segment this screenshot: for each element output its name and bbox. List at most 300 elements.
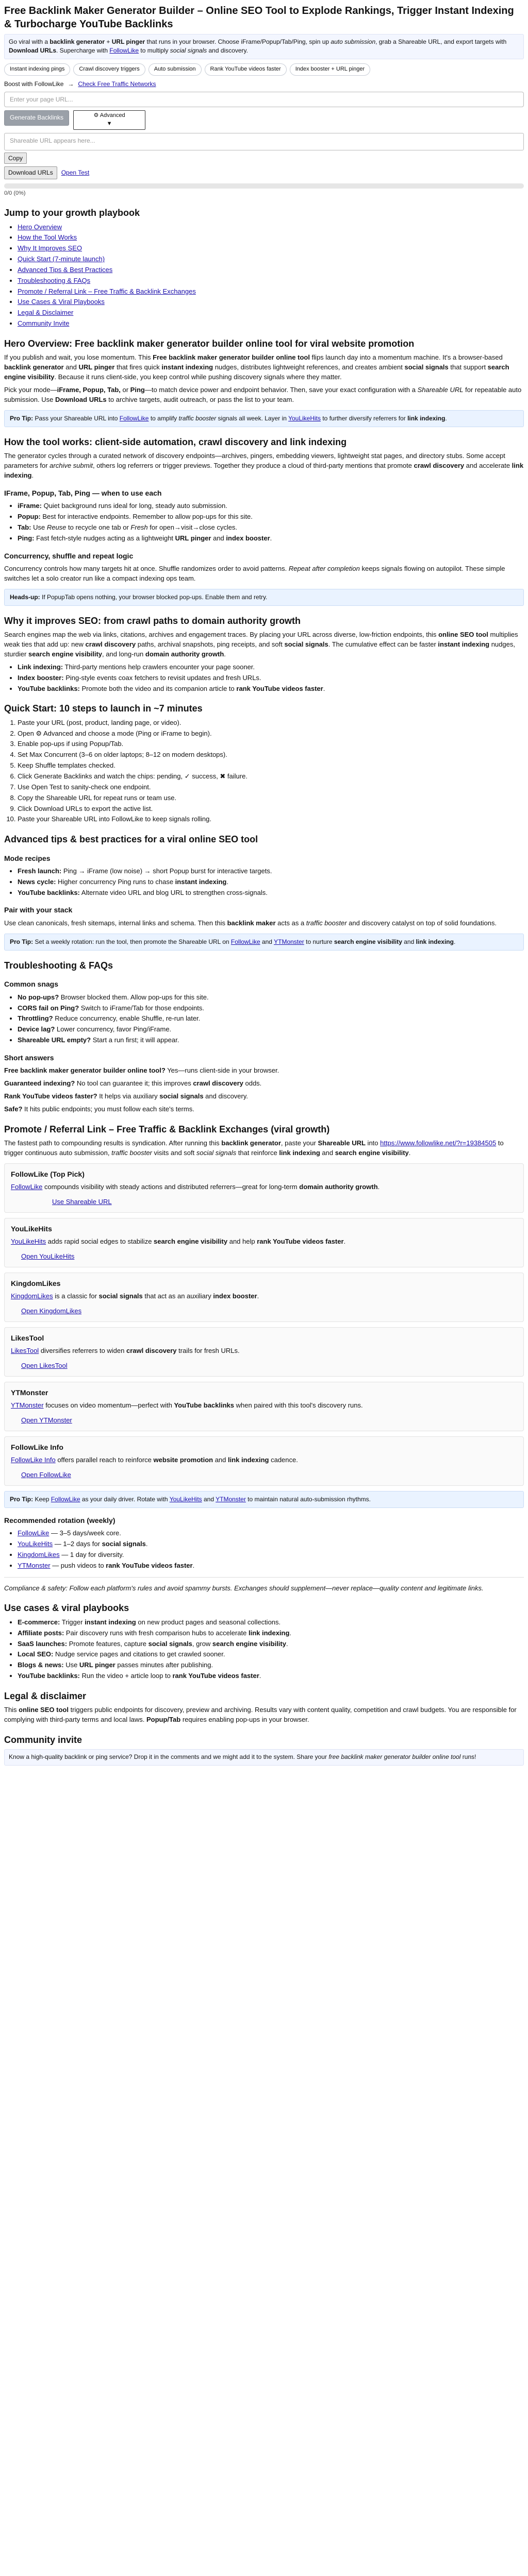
text: offers parallel reach to reinforce	[55, 1455, 154, 1464]
toc-link[interactable]: Community Invite	[18, 319, 70, 328]
use-shareable-url-button[interactable]: Use Shareable URL	[52, 1197, 112, 1206]
em: archive submit	[50, 462, 93, 470]
text: diversifies referrers to widen	[39, 1346, 126, 1354]
mode-name: iFrame:	[18, 502, 42, 510]
strong: social signals	[98, 1292, 143, 1300]
em: Reuse	[46, 523, 67, 531]
strong: backlink generator	[221, 1139, 281, 1147]
copy-button[interactable]: Copy	[4, 152, 27, 164]
open-ytmonster-button[interactable]: Open YTMonster	[21, 1416, 72, 1424]
text: Use clean canonicals, fresh sitemaps, internal links and schema. Then this	[4, 919, 227, 927]
text: .	[192, 1561, 195, 1569]
exchange-card-kingdomlikes	[4, 1273, 524, 1322]
list-item	[18, 1036, 524, 1045]
rotation-heading: Recommended rotation (weekly)	[4, 1516, 116, 1524]
em: traffic booster	[178, 414, 217, 422]
strong: YouTube backlinks	[174, 1401, 235, 1409]
strong: CORS fail on Ping?	[18, 1004, 79, 1012]
text: acts as a	[275, 919, 306, 927]
text: into	[365, 1139, 381, 1147]
hero-paragraph	[4, 385, 524, 405]
card-title: FollowLike Info	[11, 1443, 63, 1451]
tip-label: Pro Tip:	[10, 414, 34, 422]
recipes-list	[4, 867, 524, 898]
intro-strong: URL pinger	[111, 38, 145, 45]
exchange-card-ytmonster	[4, 1382, 524, 1431]
open-youlikehits-button[interactable]: Open YouLikeHits	[21, 1252, 75, 1260]
mode-item	[18, 512, 524, 522]
card-title: KingdomLikes	[11, 1279, 61, 1287]
strong: Free backlink maker generator builder online tool	[153, 353, 310, 362]
strong: link indexing	[416, 938, 454, 945]
text: Concurrency controls how many targets hit at once. Shuffle randomizes order to avoid patterns.	[4, 564, 289, 572]
em: traffic booster	[111, 1148, 152, 1157]
card-title: LikesTool	[11, 1333, 44, 1342]
intro-strong: Download URLs	[9, 47, 56, 55]
how-paragraph	[4, 451, 524, 481]
strong: rank YouTube videos faster	[172, 1672, 259, 1680]
text: nudges, distributes lightweight references, and creates ambient	[213, 363, 405, 371]
list-item	[18, 1639, 524, 1649]
text: Browser blocked them. Allow pop-ups for this site.	[59, 993, 209, 1001]
rotation-link[interactable]: YouLikeHits	[18, 1540, 53, 1548]
intro-banner	[4, 34, 524, 59]
faq-answer: Yes—runs client-side in your browser.	[165, 1066, 279, 1075]
strong: index booster	[213, 1292, 257, 1300]
url-input[interactable]: Enter your page URL...	[4, 92, 524, 107]
text: Set a weekly rotation: run the tool, then promote the Shareable URL on	[33, 938, 231, 945]
text: to maintain natural auto-submission rhythms.	[245, 1495, 371, 1503]
followlike-link[interactable]: FollowLike	[230, 938, 260, 945]
card-title: YTMonster	[11, 1388, 48, 1397]
exchange-card-youlikehits	[4, 1218, 524, 1267]
open-test-link[interactable]: Open Test	[61, 168, 90, 176]
strong: instant indexing	[438, 640, 490, 649]
text: .	[408, 1148, 411, 1157]
list-item	[18, 1014, 524, 1024]
text: and	[211, 534, 226, 542]
list-item	[18, 663, 524, 672]
strong: instant indexing	[175, 877, 227, 886]
ytmonster-link[interactable]: YTMonster	[216, 1495, 246, 1503]
text: and	[202, 1495, 216, 1503]
text: Pick your mode—	[4, 385, 57, 394]
step-item: 4. Set Max Concurrent (3–6 on older laptops; 8–12 on modern desktops).	[18, 750, 524, 760]
intro-text: Go viral with a	[9, 38, 50, 45]
text: .	[226, 877, 228, 886]
rotation-link[interactable]: FollowLike	[18, 1529, 50, 1537]
text: runs!	[460, 1753, 476, 1761]
mode-item	[18, 501, 524, 511]
step-item: 10. Paste your Shareable URL into FollowLike to keep signals rolling.	[18, 815, 524, 824]
hero-paragraph	[4, 353, 524, 382]
text: keeps signals flowing on autopilot. These simple switches let a solo creator run like a compact indexing ops team.	[4, 564, 505, 582]
text: to nurture	[304, 938, 334, 945]
text: Promote both the video and its companion article to	[79, 684, 237, 692]
chevron-down-icon: ▼	[106, 121, 112, 127]
faq-question: Safe?	[4, 1105, 23, 1113]
text: .	[377, 1182, 380, 1191]
quickstart-steps	[4, 718, 524, 824]
list-item	[18, 867, 524, 876]
strong: Fresh launch:	[18, 867, 62, 875]
text: — 1–2 days for	[53, 1540, 102, 1548]
text: passes minutes after publishing.	[115, 1661, 213, 1669]
text: when paired with this tool's discovery runs.	[234, 1401, 363, 1409]
open-kingdomlikes-button[interactable]: Open KingdomLikes	[21, 1307, 82, 1315]
strong: YouTube backlinks:	[18, 888, 80, 896]
feature-chip: Instant indexing pings	[4, 63, 70, 76]
toc-link[interactable]: How the Tool Works	[18, 233, 77, 242]
troubleshooting-heading: Troubleshooting & FAQs	[4, 960, 113, 971]
feature-chip: Index booster + URL pinger	[290, 63, 370, 76]
faq-question: Rank YouTube videos faster?	[4, 1092, 97, 1100]
text: .	[453, 938, 456, 945]
text: and	[63, 363, 79, 371]
strong: URL pinger	[78, 363, 115, 371]
text: , grow	[192, 1639, 212, 1648]
strong: backlink generator	[4, 363, 64, 371]
exchange-card-followlike	[4, 1163, 524, 1213]
text: Fast fetch-style nudges acting as a lightweight	[34, 534, 175, 542]
text: Alternate video URL and blog URL to strengthen cross-signals.	[79, 888, 268, 896]
modes-list	[4, 501, 524, 543]
concurrency-heading: Concurrency, shuffle and repeat logic	[4, 551, 134, 560]
text: compounds visibility with steady actions and distributed referrers—great for long-term	[42, 1182, 300, 1191]
faq-answer: No tool can guarantee it; this improves	[75, 1079, 193, 1088]
rotation-list	[4, 1529, 524, 1570]
strong: rank YouTube videos faster	[257, 1237, 344, 1245]
text: Know a high-quality backlink or ping service? Drop it in the comments and we might add it to the system. Share your	[9, 1753, 329, 1761]
strong: social signals	[148, 1639, 192, 1648]
text: .	[224, 650, 226, 658]
community-paragraph	[4, 1749, 524, 1765]
rotation-link[interactable]: YTMonster	[18, 1561, 51, 1569]
card-link[interactable]: FollowLike Info	[11, 1455, 56, 1464]
strong: domain authority growth	[145, 650, 224, 658]
free-traffic-link[interactable]: Check Free Traffic Networks	[78, 80, 156, 88]
toc-link[interactable]: Why It Improves SEO	[18, 244, 82, 252]
quickstart-heading: Quick Start: 10 steps to launch in ~7 minutes	[4, 703, 203, 714]
strong: rank YouTube videos faster	[236, 684, 323, 692]
list-item	[18, 1618, 524, 1628]
strong: URL pinger	[79, 1661, 116, 1669]
text: This	[4, 1706, 19, 1714]
advanced-dropdown[interactable]	[73, 110, 145, 130]
text: adds rapid social edges to stabilize	[46, 1237, 154, 1245]
text: that act as an auxiliary	[142, 1292, 213, 1300]
progress-text: 0/0 (0%)	[4, 190, 26, 197]
strong: backlink maker	[227, 919, 276, 927]
strong: No pop-ups?	[18, 993, 59, 1001]
faq-answer: It hits public endpoints; you must follow each site's terms.	[22, 1105, 194, 1113]
strong: online SEO tool	[438, 631, 488, 639]
toc-link[interactable]: Troubleshooting & FAQs	[18, 276, 91, 284]
list-item	[18, 1550, 524, 1560]
strong: rank YouTube videos faster	[106, 1561, 193, 1569]
progress-bar	[4, 183, 524, 189]
text: flips launch day into a momentum machine. It's a browser-based	[309, 353, 503, 362]
boost-row	[4, 80, 524, 89]
text: Lower concurrency, favor Ping/iFrame.	[55, 1025, 172, 1033]
toc-link[interactable]: Hero Overview	[18, 223, 62, 231]
strong: link indexing	[279, 1148, 320, 1157]
compliance-note	[4, 1584, 524, 1594]
text: .	[323, 684, 325, 692]
list-item	[18, 1671, 524, 1681]
community-heading: Community invite	[4, 1734, 82, 1745]
text: , paste your	[280, 1139, 318, 1147]
card-desc	[11, 1237, 517, 1247]
strong: Blogs & news:	[18, 1661, 64, 1669]
strong: website promotion	[153, 1455, 213, 1464]
open-followlike-button[interactable]: Open FollowLike	[21, 1470, 71, 1479]
toc-link[interactable]: Use Cases & Viral Playbooks	[18, 298, 105, 306]
feature-chips	[4, 63, 524, 76]
list-item	[18, 993, 524, 1003]
mode-item	[18, 523, 524, 533]
text: Follow each platform's rules and avoid spammy bursts. Exchanges should supplement—never replace—quality content and legitimate links.	[67, 1584, 484, 1592]
text: to recycle one tab or	[66, 523, 131, 531]
why-heading: Why it improves SEO: from crawl paths to domain authority growth	[4, 615, 301, 626]
em: free backlink maker generator builder online tool	[328, 1753, 461, 1761]
text: Promote features, capture	[67, 1639, 148, 1648]
shareable-url-output[interactable]: Shareable URL appears here...	[4, 133, 524, 150]
text: .	[270, 534, 272, 542]
strong: link indexing	[4, 462, 524, 480]
toc-link[interactable]: Promote / Referral Link – Free Traffic & Backlink Exchanges	[18, 287, 196, 295]
text: requires enabling pop-ups in your browser.	[180, 1716, 309, 1724]
text: and accelerate	[464, 462, 512, 470]
text: that support	[448, 363, 488, 371]
strong: iFrame, Popup, Tab,	[57, 385, 121, 394]
text: Use	[31, 523, 47, 531]
strong: YouTube backlinks:	[18, 684, 80, 692]
text: .	[289, 1629, 292, 1637]
strong: social signals	[102, 1540, 146, 1548]
text: Ping → iFrame (low noise) → short Popup burst for interactive targets.	[61, 867, 272, 875]
text: to amplify	[148, 414, 179, 422]
strong: search engine visibility	[28, 650, 103, 658]
card-desc	[11, 1455, 517, 1465]
intro-text: , grab a Shareable URL, and export targets with	[375, 38, 507, 45]
text: as your daily driver. Rotate with	[80, 1495, 170, 1503]
open-likestool-button[interactable]: Open LikesTool	[21, 1361, 68, 1369]
faq-answer: odds.	[243, 1079, 262, 1088]
text: triggers public endpoints for discovery, preview and archiving. Results vary with content quality, competition and crawl budgets. You are responsible for complying with third-party terms and local laws.	[4, 1706, 517, 1724]
text: Trigger	[60, 1618, 85, 1626]
strong: social signals	[404, 363, 449, 371]
exchange-card-likestool	[4, 1327, 524, 1377]
feature-chip: Auto submission	[148, 63, 202, 76]
strong: crawl discovery	[414, 462, 465, 470]
intro-em: auto submission	[331, 38, 376, 45]
followlike-link[interactable]: FollowLike	[51, 1495, 80, 1503]
playbook-toc	[4, 223, 524, 329]
legal-paragraph	[4, 1705, 524, 1725]
card-desc	[11, 1401, 517, 1411]
text: —to match device power and endpoint behavior. Then, save your exact configuration with a	[144, 385, 418, 394]
text: .	[445, 414, 447, 422]
text: .	[31, 471, 34, 480]
strong: Download URLs	[55, 395, 107, 403]
exchange-card-followlike-info	[4, 1436, 524, 1486]
pro-tip	[4, 934, 524, 951]
youlikehits-link[interactable]: YouLikeHits	[288, 414, 321, 422]
faq-answer: and discovery.	[203, 1092, 249, 1100]
how-heading: How the tool works: client-side automation, crawl discovery and link indexing	[4, 436, 347, 447]
text: is a classic for	[53, 1292, 99, 1300]
faq-item	[4, 1079, 524, 1089]
card-link[interactable]: YTMonster	[11, 1401, 44, 1409]
text: or	[120, 385, 130, 394]
text: Best for interactive endpoints. Remember to allow pop-ups for this site.	[40, 513, 253, 521]
modes-heading: IFrame, Popup, Tab, Ping — when to use each	[4, 488, 162, 497]
text: that fires quick	[114, 363, 162, 371]
list-item	[18, 1561, 524, 1571]
text: for repeatable auto submission. Use	[4, 385, 522, 403]
list-item	[18, 1529, 524, 1538]
step-item: 8. Copy the Shareable URL for repeat runs or team use.	[18, 793, 524, 803]
text: .	[145, 1540, 148, 1548]
card-link[interactable]: LikesTool	[11, 1346, 39, 1354]
toc-link[interactable]: Quick Start (7-minute launch)	[18, 255, 105, 263]
feature-chip: Rank YouTube videos faster	[205, 63, 287, 76]
text: and	[260, 938, 274, 945]
text: to trigger continuous auto submission,	[4, 1139, 504, 1157]
intro-text: and discovery.	[207, 47, 248, 55]
text: — 1 day for diversity.	[59, 1550, 124, 1558]
card-desc	[11, 1346, 517, 1356]
step-item: 7. Use Open Test to sanity-check one endpoint.	[18, 783, 524, 792]
card-link[interactable]: KingdomLikes	[11, 1292, 53, 1300]
generate-backlinks-button[interactable]: Generate Backlinks	[4, 110, 69, 125]
intro-text: to multiply	[139, 47, 170, 55]
text: Ping-style events coax fetchers to revisit updates and fresh URLs.	[63, 673, 261, 682]
strong: instant indexing	[85, 1618, 136, 1626]
strong: News cycle:	[18, 877, 56, 886]
toc-link[interactable]: Legal & Disclaimer	[18, 309, 74, 317]
strong: Popup/Tab	[146, 1716, 181, 1724]
card-link[interactable]: YouLikeHits	[11, 1237, 46, 1245]
mode-name: Ping:	[18, 534, 35, 542]
concurrency-paragraph	[4, 564, 524, 584]
faq-answer: It helps via auxiliary	[97, 1092, 160, 1100]
tip-label: Pro Tip:	[10, 1495, 34, 1503]
boost-label: Boost with FollowLike	[4, 80, 64, 88]
faq-item	[4, 1066, 524, 1076]
card-title: YouLikeHits	[11, 1224, 52, 1233]
text: .	[259, 1672, 261, 1680]
ytmonster-link[interactable]: YTMonster	[274, 938, 304, 945]
text: The generator cycles through a curated network of discovery endpoints—archives, pingers, embedding viewers, lightweight stat pages, and directory stubs. Some accept parameters for	[4, 452, 505, 470]
text: Switch to iFrame/Tab for those endpoints.	[79, 1004, 204, 1012]
promote-paragraph	[4, 1139, 524, 1158]
em: Shareable URL	[417, 385, 464, 394]
rotation-link[interactable]: KingdomLikes	[18, 1550, 60, 1558]
text: .	[286, 1639, 288, 1648]
text: Run the video + article loop to	[79, 1672, 173, 1680]
text: that reinforce	[236, 1148, 279, 1157]
legal-heading: Legal & disclaimer	[4, 1690, 87, 1701]
card-link[interactable]: FollowLike	[11, 1182, 43, 1191]
strong: Affiliate posts:	[18, 1629, 64, 1637]
toc-link[interactable]: Advanced Tips & Best Practices	[18, 265, 113, 274]
strong: Link indexing:	[18, 663, 63, 671]
intro-strong: backlink generator	[50, 38, 105, 45]
list-item	[18, 1660, 524, 1670]
recipes-heading: Mode recipes	[4, 854, 51, 862]
em: social signals	[196, 1148, 237, 1157]
step-item: 2. Open ⚙ Advanced and choose a mode (Ping or iFrame to begin).	[18, 729, 524, 739]
text: If you publish and wait, you lose momentum. This	[4, 353, 153, 362]
followlike-link[interactable]: FollowLike	[119, 414, 149, 422]
divider	[4, 1577, 524, 1578]
intro-text: +	[105, 38, 112, 45]
step-item: 5. Keep Shuffle templates checked.	[18, 761, 524, 771]
strong: social signals	[284, 640, 328, 649]
download-urls-button[interactable]: Download URLs	[4, 166, 57, 179]
faq-item	[4, 1092, 524, 1101]
strong: URL pinger	[175, 534, 211, 542]
download-row	[4, 166, 524, 179]
step-item: 1. Paste your URL (post, product, landing page, or video).	[18, 718, 524, 728]
advanced-label: ⚙ Advanced	[93, 112, 125, 119]
text: Pass your Shareable URL into	[33, 414, 120, 422]
strong: online SEO tool	[19, 1706, 69, 1714]
text: nudges, sturdier	[4, 640, 515, 658]
strong: Shareable URL empty?	[18, 1036, 91, 1044]
strong: crawl discovery	[126, 1346, 177, 1354]
text: — 3–5 days/week core.	[49, 1529, 121, 1537]
snags-list	[4, 993, 524, 1045]
followlike-referral-link[interactable]: https://www.followlike.net/?r=19384505	[380, 1139, 497, 1147]
text: and discovery catalyst on top of solid foundations.	[346, 919, 497, 927]
text: Search engines map the web via links, citations, archives and engagement traces. By placing your URL across diverse, low-friction endpoints, this	[4, 631, 439, 639]
snags-heading: Common snags	[4, 980, 59, 989]
followlike-link[interactable]: FollowLike	[109, 47, 139, 55]
answers-heading: Short answers	[4, 1053, 54, 1062]
promote-heading: Promote / Referral Link – Free Traffic & Backlink Exchanges (viral growth)	[4, 1124, 330, 1134]
strong: search engine visibility	[154, 1237, 228, 1245]
list-item	[18, 1004, 524, 1013]
text: signals all week. Layer in	[216, 414, 289, 422]
text: to further diversify referrers for	[321, 414, 408, 422]
em: traffic booster	[306, 919, 347, 927]
text: , others log referrers or trigger previews. Together they produce a cloud of third-party mentions that promote	[92, 462, 414, 470]
strong: instant indexing	[161, 363, 213, 371]
why-paragraph	[4, 630, 524, 659]
text: Use	[63, 1661, 79, 1669]
intro-text: that runs in your browser. Choose iFrame/Popup/Tab/Ping, spin up	[145, 38, 331, 45]
usecases-list	[4, 1618, 524, 1681]
intro-text: . Supercharge with	[56, 47, 110, 55]
strong: crawl discovery	[85, 640, 136, 649]
playbook-heading: Jump to your growth playbook	[4, 208, 140, 218]
text: Third-party mentions help crawlers encounter your page sooner.	[63, 663, 255, 671]
youlikehits-link[interactable]: YouLikeHits	[169, 1495, 202, 1503]
list-item	[18, 888, 524, 898]
text: — push videos to	[50, 1561, 106, 1569]
strong: link indexing	[248, 1629, 290, 1637]
intro-em: social signals	[170, 47, 207, 55]
text: for open→visit→close cycles.	[147, 523, 238, 531]
strong: Index booster:	[18, 673, 64, 682]
text: and	[402, 938, 416, 945]
mode-item	[18, 534, 524, 544]
text: to archive targets, audit outreach, or pass the list to your team.	[106, 395, 294, 403]
text: focuses on video momentum—perfect with	[43, 1401, 174, 1409]
